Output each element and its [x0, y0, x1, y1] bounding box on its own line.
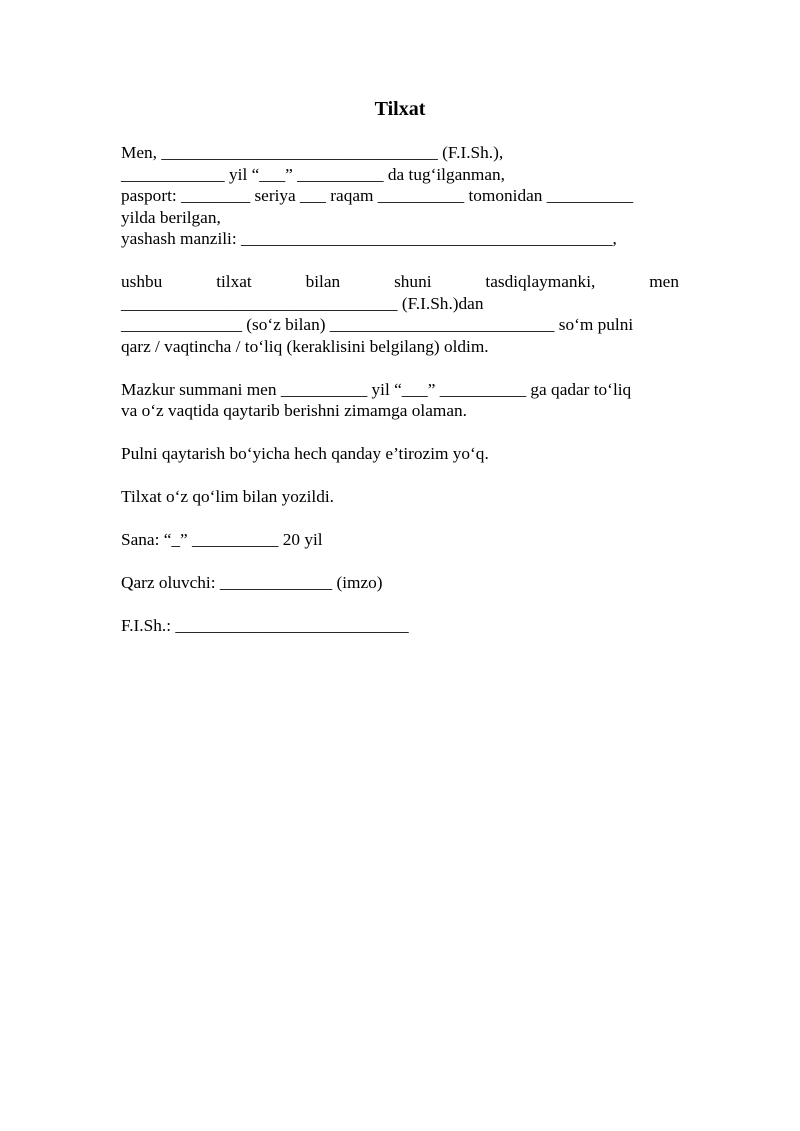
intro-paragraph — [121, 142, 679, 250]
intro-line-issued: yilda berilgan, — [121, 207, 221, 227]
no-objection-text: Pulni qaytarish bo‘yicha hech qanday e’tirozim yo‘q. — [121, 444, 489, 463]
intro-line-name: Men, ________________________________ (F.I.Sh.), — [121, 143, 504, 162]
document-title: Tilxat — [374, 98, 426, 120]
confirm-line-amount: ______________ (so‘z bilan) __________________________ so‘m pulni — [121, 315, 634, 334]
confirm-word: tasdiqlaymanki, — [485, 272, 596, 291]
confirm-line-1 — [121, 271, 679, 293]
document-page — [121, 96, 679, 637]
confirm-word: tilxat — [216, 272, 252, 291]
confirm-line-lender: ________________________________ (F.I.Sh.)dan — [121, 293, 484, 313]
intro-line-birth: ____________ yil “___” __________ da tug‘ilganman, — [121, 164, 505, 184]
confirm-word: men — [649, 272, 679, 291]
borrower-name-line: F.I.Sh.: ___________________________ — [121, 616, 409, 635]
return-paragraph — [121, 379, 679, 422]
handwritten-statement: Tilxat o‘z qo‘lim bilan yozildi. — [121, 487, 334, 506]
date-line: Sana: “_” __________ 20 yil — [121, 530, 323, 549]
borrower-signature-line: Qarz oluvchi: _____________ (imzo) — [121, 573, 383, 592]
intro-line-passport-text: pasport: ________ seriya ___ raqam __________ tomonidan __________ — [121, 186, 634, 205]
return-line-1: Mazkur summani men __________ yil “___” __________ ga qadar to‘liq — [121, 379, 632, 399]
confirm-word: shuni — [394, 272, 432, 291]
confirm-line-type: qarz / vaqtincha / to‘liq (keraklisini belgilang) oldim. — [121, 336, 489, 356]
confirm-word: ushbu — [121, 272, 163, 291]
confirm-word: bilan — [305, 272, 341, 291]
return-line-2: va o‘z vaqtida qaytarib berishni zimamga olaman. — [121, 401, 467, 420]
intro-line-address: yashash manzili: ___________________________________________, — [121, 229, 617, 248]
confirm-paragraph — [121, 271, 679, 357]
intro-line-passport — [121, 185, 679, 207]
